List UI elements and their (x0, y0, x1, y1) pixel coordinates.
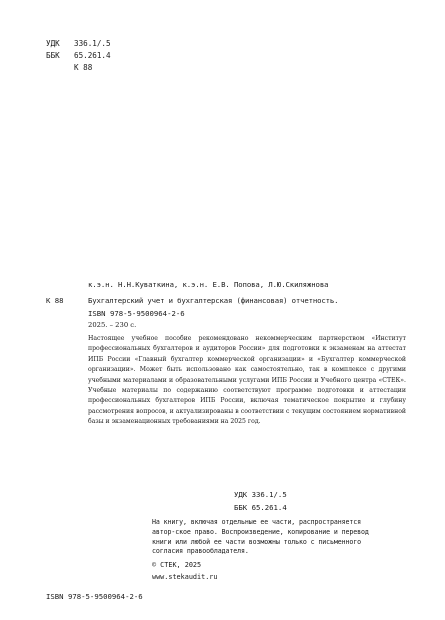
annotation: Настоящее учебное пособие рекомендовано некоммерческим партнерством «Институт профессиональных бухгалтеров и аудиторов России» для подготовки к экзаменам на аттестат ИПБ России «Главный бухгалтер коммерческой организации» и «Бухгалтер коммерческой организации». Может быть использовано как самостоятельно, так в комплексе с другими учебными материалами и образовательными услугами ИПБ России и Учебного центра «СТЕК». Учебные материалы по содержанию соответствуют программе подготовки и аттестации профессиональных бухгалтеров ИПБ России, включая тематическое покрытие и глубину рассмотрения вопросов, и актуализированы в соответствии с текущим состоянием нормативной базы и экзаменационных требованиями на 2025 год. (88, 335, 406, 426)
udk-value: 336.1/.5 (74, 39, 111, 48)
author-sign: К 88 (46, 296, 64, 305)
footer-classification (234, 488, 287, 514)
udk-label: УДК (46, 39, 60, 48)
bbk-value: 65.261.4 (74, 51, 111, 60)
udk-row (46, 38, 111, 50)
footer-isbn: ISBN 978-5-9500964-2-6 (46, 592, 143, 601)
footer-udk: УДК 336.1/.5 (234, 490, 287, 499)
classification-block (46, 38, 111, 74)
publication-info: 2025. – 230 с. (88, 321, 137, 329)
author-code: К 88 (74, 63, 93, 72)
footer-bbk: ББК 65.261.4 (234, 503, 287, 512)
book-title: Бухгалтерский учет и бухгалтерская (финансовая) отчетность. (88, 296, 339, 305)
bbk-row (46, 50, 111, 62)
copyright-holder: © СТЕК, 2025 (152, 561, 202, 569)
copyright-notice: На книгу, включая отдельные ее части, распространяется автор-ское право. Воспроизведение, копирование и перевод книги или любой ее части возможны только с письменного согласия правообладателя. (152, 518, 369, 556)
isbn-line: ISBN 978-5-9500964-2-6 (88, 309, 185, 318)
bbk-label: ББК (46, 51, 60, 60)
authors-line: к.э.н. Н.Н.Куваткина, к.э.н. Е.В. Попова, Л.Ю.Скиляжнова (88, 280, 329, 289)
website-link[interactable]: www.stekaudit.ru (152, 573, 218, 581)
